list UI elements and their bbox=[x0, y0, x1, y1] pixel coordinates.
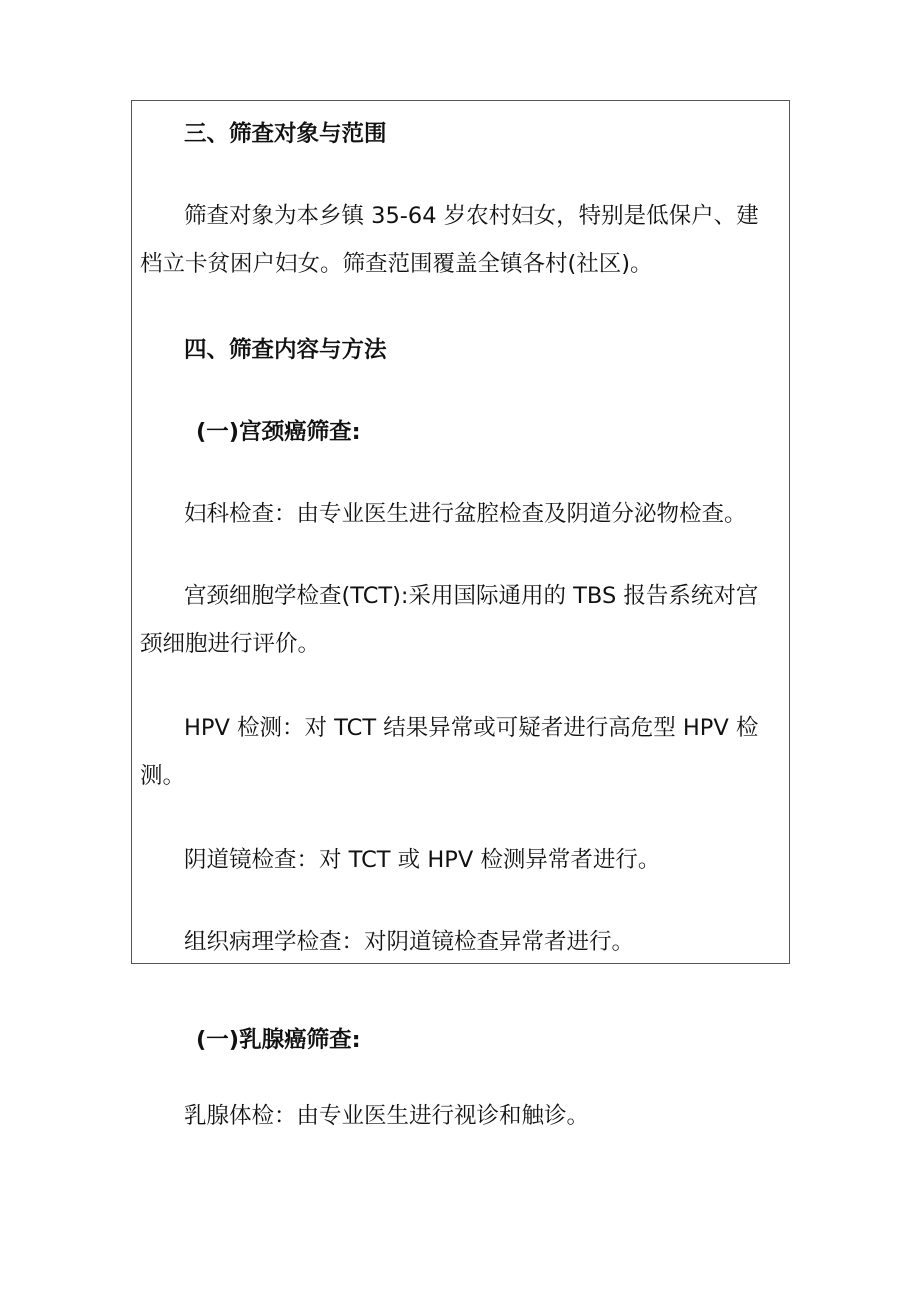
colposcopy-paragraph: 阴道镜检查：对 TCT 或 HPV 检测异常者进行。 bbox=[184, 847, 661, 873]
tct-paragraph bbox=[140, 572, 780, 668]
section-3-heading: 三、筛查对象与范围 bbox=[184, 121, 387, 147]
breast-screening-heading: (一)乳腺癌筛查: bbox=[196, 1027, 361, 1053]
hpv-paragraph-line-2: 测。 bbox=[140, 763, 186, 789]
section-3-paragraph-line-1: 筛查对象为本乡镇 35-64 岁农村妇女，特别是低保户、建 bbox=[184, 203, 759, 229]
section-3-paragraph bbox=[140, 192, 780, 288]
section-4-heading: 四、筛查内容与方法 bbox=[184, 337, 387, 363]
section-3-paragraph-line-2: 档立卡贫困户妇女。筛查范围覆盖全镇各村(社区)。 bbox=[140, 251, 653, 277]
breast-exam-paragraph: 乳腺体检：由专业医生进行视诊和触诊。 bbox=[184, 1103, 590, 1129]
hpv-paragraph bbox=[140, 704, 780, 800]
pathology-paragraph: 组织病理学检查：对阴道镜检查异常者进行。 bbox=[184, 929, 635, 955]
gyn-exam-paragraph: 妇科检查：由专业医生进行盆腔检查及阴道分泌物检查。 bbox=[184, 501, 747, 527]
tct-paragraph-line-1: 宫颈细胞学检查(TCT):采用国际通用的 TBS 报告系统对宫 bbox=[184, 583, 759, 609]
cervical-screening-heading: (一)宫颈癌筛查: bbox=[196, 419, 361, 445]
tct-paragraph-line-2: 颈细胞进行评价。 bbox=[140, 631, 321, 657]
hpv-paragraph-line-1: HPV 检测：对 TCT 结果异常或可疑者进行高危型 HPV 检 bbox=[184, 715, 759, 741]
